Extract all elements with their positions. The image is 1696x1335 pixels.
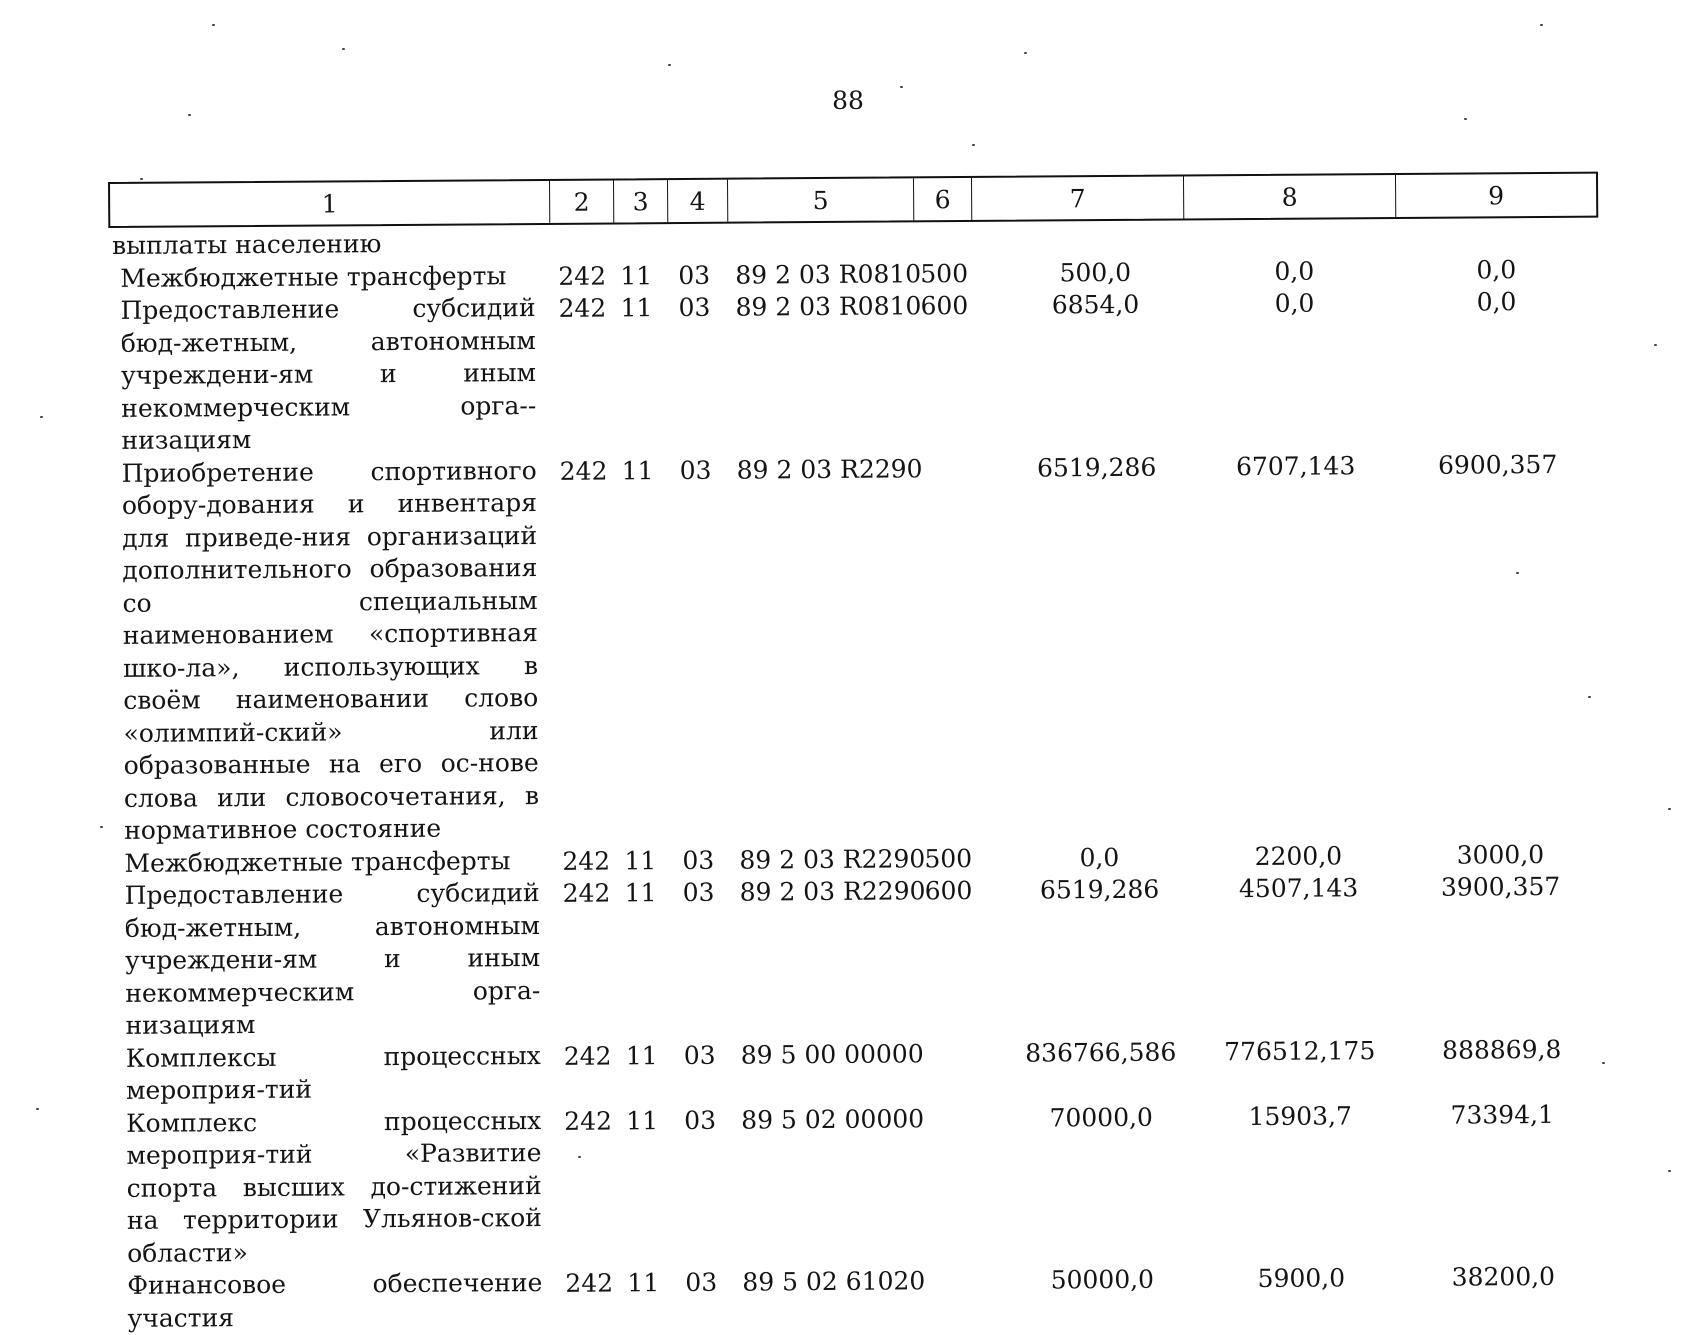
cell-col-9: 6900,357	[1437, 449, 1558, 480]
cell-col-5: 89 2 03 R0810	[735, 291, 922, 322]
cell-col-9: 38200,0	[1451, 1261, 1556, 1292]
column-header-4: 4	[668, 180, 728, 222]
cell-col-3: 11	[624, 878, 657, 908]
column-header-2: 2	[550, 180, 614, 222]
cell-col-7: 6854,0	[1051, 289, 1140, 320]
scan-speck	[1588, 696, 1591, 698]
scan-speck	[342, 48, 345, 50]
scan-speck	[1668, 808, 1671, 810]
cell-col-8: 2200,0	[1254, 840, 1343, 871]
row-description: Приобретение спортивного обору-дования и инвентаря для приведе-ния организаций дополнительного образования со специальным наименованием «спортивная шко-ла», использующих в своём наименовании слово «олимпий-ский» или образованные на его ос-нове слова или словосочетания, в нормативное состояние	[121, 455, 540, 845]
cell-col-2: 242	[564, 1106, 613, 1136]
cell-col-9: 0,0	[1476, 287, 1517, 317]
cell-col-3: 11	[620, 293, 653, 323]
cell-col-6: 600	[920, 290, 969, 321]
cell-col-9: 3000,0	[1456, 839, 1545, 870]
scan-speck	[40, 416, 43, 418]
page-number: 88	[832, 86, 864, 115]
scan-speck	[1540, 24, 1543, 26]
cell-col-9: 0,0	[1476, 254, 1517, 284]
cell-col-3: 11	[620, 260, 653, 290]
cell-col-5: 89 5 00 00000	[740, 1038, 924, 1070]
table-row	[114, 1032, 1604, 1107]
cell-col-7: 500,0	[1059, 257, 1132, 287]
row-description: Предоставление субсидий бюд-жетным, автономным учреждени-ям и иным некоммерческим орга-низациям	[124, 878, 541, 1040]
table-row	[114, 1097, 1605, 1270]
scan-speck	[668, 64, 671, 66]
scan-speck	[1464, 118, 1467, 120]
table-row	[108, 285, 1599, 458]
cell-col-7: 6519,286	[1036, 452, 1157, 483]
scan-speck	[972, 144, 975, 146]
cell-col-2: 242	[558, 293, 607, 323]
cell-col-4: 03	[678, 292, 711, 323]
cell-col-7: 6519,286	[1039, 874, 1160, 905]
cell-col-4: 03	[682, 877, 715, 908]
column-header-3: 3	[614, 180, 668, 222]
row-description: Предоставление субсидий бюд-жетным, автономным учреждени-ям и иным некоммерческим орга-низациям	[120, 293, 537, 455]
cell-col-5: 89 2 03 R0810	[735, 258, 922, 290]
scan-speck	[212, 24, 215, 26]
table-row	[110, 447, 1603, 847]
cell-col-2: 242	[559, 456, 608, 486]
cell-col-7: 836766,586	[1025, 1037, 1177, 1068]
column-header-1: 1	[110, 181, 550, 226]
scan-speck	[100, 826, 103, 828]
table-row	[115, 1260, 1605, 1335]
cell-col-5: 89 5 02 00000	[741, 1103, 925, 1135]
scan-speck	[1024, 52, 1027, 54]
scan-speck	[1602, 1062, 1605, 1064]
scan-speck	[140, 178, 143, 180]
scan-speck	[188, 114, 191, 116]
cell-col-7: 0,0	[1079, 842, 1120, 872]
scan-speck	[36, 1108, 39, 1110]
cell-col-2: 242	[565, 1268, 614, 1298]
cell-col-7: 70000,0	[1049, 1102, 1154, 1132]
row-description: Межбюджетные трансферты	[124, 845, 511, 878]
cell-col-8: 6707,143	[1235, 450, 1356, 481]
row-description: выплаты населению	[112, 229, 382, 260]
column-header-8: 8	[1184, 175, 1396, 218]
cell-col-2: 242	[563, 1041, 612, 1071]
column-header-6: 6	[914, 178, 972, 220]
cell-col-4: 03	[682, 845, 715, 875]
table-header	[108, 172, 1598, 228]
cell-col-5: 89 5 02 61020	[742, 1266, 926, 1297]
scan-speck	[578, 1156, 581, 1158]
cell-col-7: 50000,0	[1050, 1264, 1155, 1295]
cell-col-6: 600	[924, 875, 973, 906]
row-description: Финансовое обеспечение участия	[127, 1267, 543, 1333]
cell-col-3: 11	[621, 455, 654, 485]
table-body	[108, 220, 1606, 1335]
cell-col-5: 89 2 03 R2290	[739, 876, 926, 907]
cell-col-4: 03	[685, 1267, 718, 1297]
cell-col-9: 3900,357	[1440, 871, 1561, 902]
cell-col-8: 0,0	[1274, 288, 1315, 318]
cell-col-4: 03	[684, 1105, 717, 1135]
cell-col-9: 888869,8	[1441, 1034, 1562, 1065]
row-description: Комплексы процессных мероприя-тий	[125, 1040, 541, 1105]
cell-col-2: 242	[558, 261, 607, 291]
column-header-9: 9	[1488, 180, 1505, 210]
cell-col-4: 03	[679, 455, 712, 485]
scan-speck	[1654, 344, 1657, 346]
cell-col-3: 11	[625, 1040, 658, 1070]
cell-col-4: 03	[683, 1040, 716, 1070]
column-header-7: 7	[972, 176, 1184, 219]
cell-col-3: 11	[626, 1105, 659, 1135]
scan-speck	[1668, 1170, 1671, 1172]
cell-col-2: 242	[562, 846, 611, 876]
scan-speck	[1516, 572, 1519, 574]
table-row	[113, 870, 1604, 1043]
cell-col-2: 242	[562, 878, 611, 908]
cell-col-6: 500	[924, 843, 973, 873]
cell-col-5: 89 2 03 R2290	[739, 843, 926, 875]
cell-col-8: 15903,7	[1248, 1100, 1352, 1131]
cell-col-8: 0,0	[1274, 256, 1315, 286]
cell-col-4: 03	[678, 260, 711, 290]
cell-col-6: 500	[920, 258, 969, 288]
cell-col-3: 11	[627, 1268, 660, 1298]
cell-col-9: 73394,1	[1450, 1099, 1554, 1130]
cell-col-8: 776512,175	[1224, 1035, 1376, 1066]
cell-col-5: 89 2 03 R2290	[736, 453, 923, 485]
cell-col-8: 4507,143	[1238, 873, 1359, 904]
row-description: Комплекс процессных мероприя-тий «Развитие спорта высших до-стижений на территории Ульянов-ской области»	[126, 1105, 543, 1268]
cell-col-8: 5900,0	[1257, 1263, 1346, 1293]
column-header-5: 5	[728, 178, 914, 221]
row-description: Межбюджетные трансферты	[120, 260, 507, 293]
cell-col-3: 11	[624, 845, 657, 875]
scan-speck	[900, 86, 903, 88]
